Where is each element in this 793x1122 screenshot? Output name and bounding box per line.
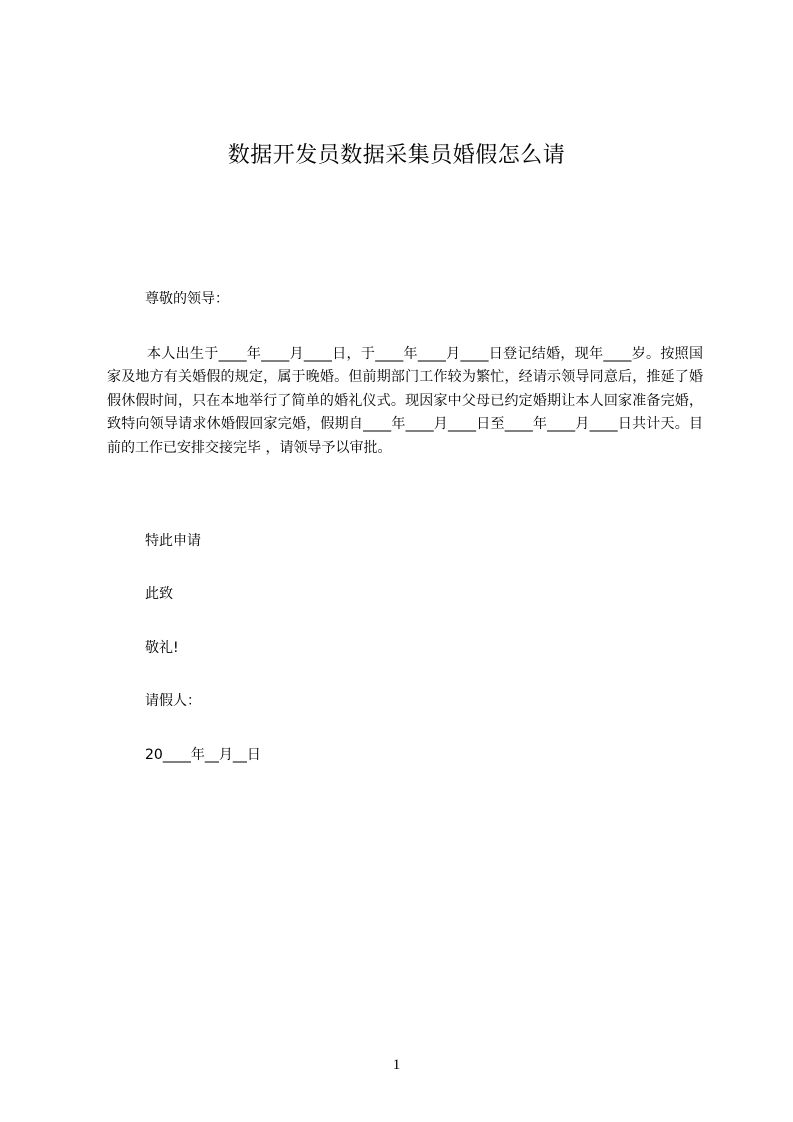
document-title: 数据开发员数据采集员婚假怎么请	[227, 143, 566, 168]
salutation: 尊敬的领导：	[145, 291, 229, 307]
statement: 特此申请	[145, 533, 201, 549]
applicant-label: 请假人：	[145, 693, 201, 709]
closing-line-2: 敬礼!	[145, 640, 179, 656]
body-paragraph: 本人出生于____年____月____日，于____年____月____日登记结婚，现年____岁。按照国家及地方有关婚假的规定，属于晚婚。但前期部门工作较为繁忙，经请示领导同意后，推延了婚假休假时间，只在本地举行了简单的婚礼仪式。现因家中父母已约定婚期让本人回家准备完婚，致特向领导请求休婚假回家完婚，假期自____年____月____日至____年____月____日共计天。目前的工作已安排交接完毕 ，请领导予以审批。	[107, 346, 703, 456]
page-number: 1	[392, 1057, 401, 1073]
date-line: 20____年__月__日	[145, 747, 261, 763]
closing-line-1: 此致	[145, 586, 173, 602]
